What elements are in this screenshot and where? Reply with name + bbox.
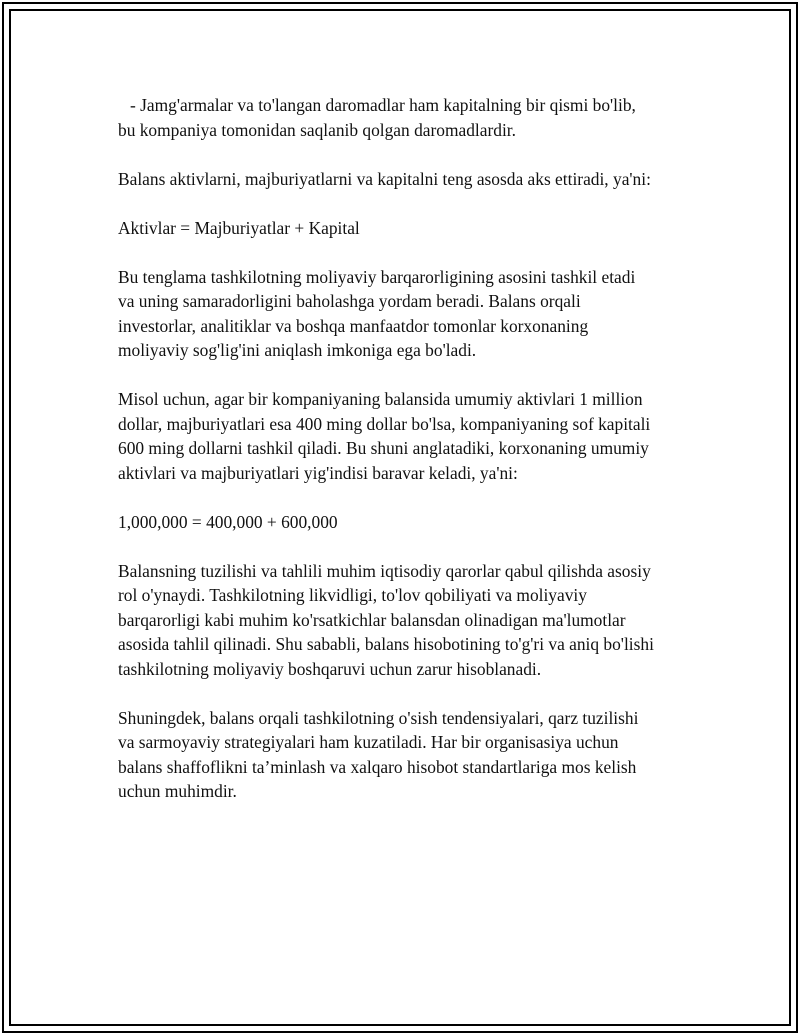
equation-accounting: Aktivlar = Majburiyatlar + Kapital [118, 217, 360, 238]
paragraph-retained-earnings: - Jamg'armalar va to'langan daromadlar ham kapitalning bir qismi bo'lib, bu kompaniya tomonidan saqlanib qolgan daromadlardir. [118, 95, 636, 140]
paragraph-balance-intro: Balans aktivlarni, majburiyatlarni va kapitalni teng asosda aks ettiradi, ya'ni: [118, 168, 651, 189]
paragraph-conclusion: Shuningdek, balans orqali tashkilotning o'sish tendensiyalari, qarz tuzilishi va sarmoyaviy strategiyalari ham kuzatiladi. Har bir organisasiya uchun balans shaffoflikni ta’minlash va xalqaro hisobot standartlariga mos kelish uchun muhimdir. [118, 707, 639, 801]
paragraph-example: Misol uchun, agar bir kompaniyaning balansida umumiy aktivlari 1 million dollar, majburiyatlari esa 400 ming dollar bo'lsa, kompaniyaning sof kapitali 600 ming dollarni tashkil qiladi. Bu shuni anglatadiki, korxonaning umumiy aktivlari va majburiyatlari yig'indisi baravar keladi, ya'ni: [118, 389, 651, 483]
equation-example: 1,000,000 = 400,000 + 600,000 [118, 511, 338, 532]
paragraph-structure-analysis: Balansning tuzilishi va tahlili muhim iqtisodiy qarorlar qabul qilishda asosiy rol o'ynaydi. Tashkilotning likvidligi, to'lov qobiliyati va moliyaviy barqarorligi kabi muhim ko'rsatkichlar balansdan olinadigan ma'lumotlar asosida tahlil qilinadi. Shu sababli, balans hisobotining to'g'ri va aniq bo'lishi tashkilotning moliyaviy boshqaruvi uchun zarur hisoblanadi. [118, 560, 654, 679]
paragraph-equation-explanation: Bu tenglama tashkilotning moliyaviy barqarorligining asosini tashkil etadi va uning samaradorligini baholashga yordam beradi. Balans orqali investorlar, analitiklar va boshqa manfaatdor tomonlar korxonaning moliyaviy sog'lig'ini aniqlash imkoniga ega bo'ladi. [118, 266, 636, 360]
document-body [118, 93, 698, 828]
